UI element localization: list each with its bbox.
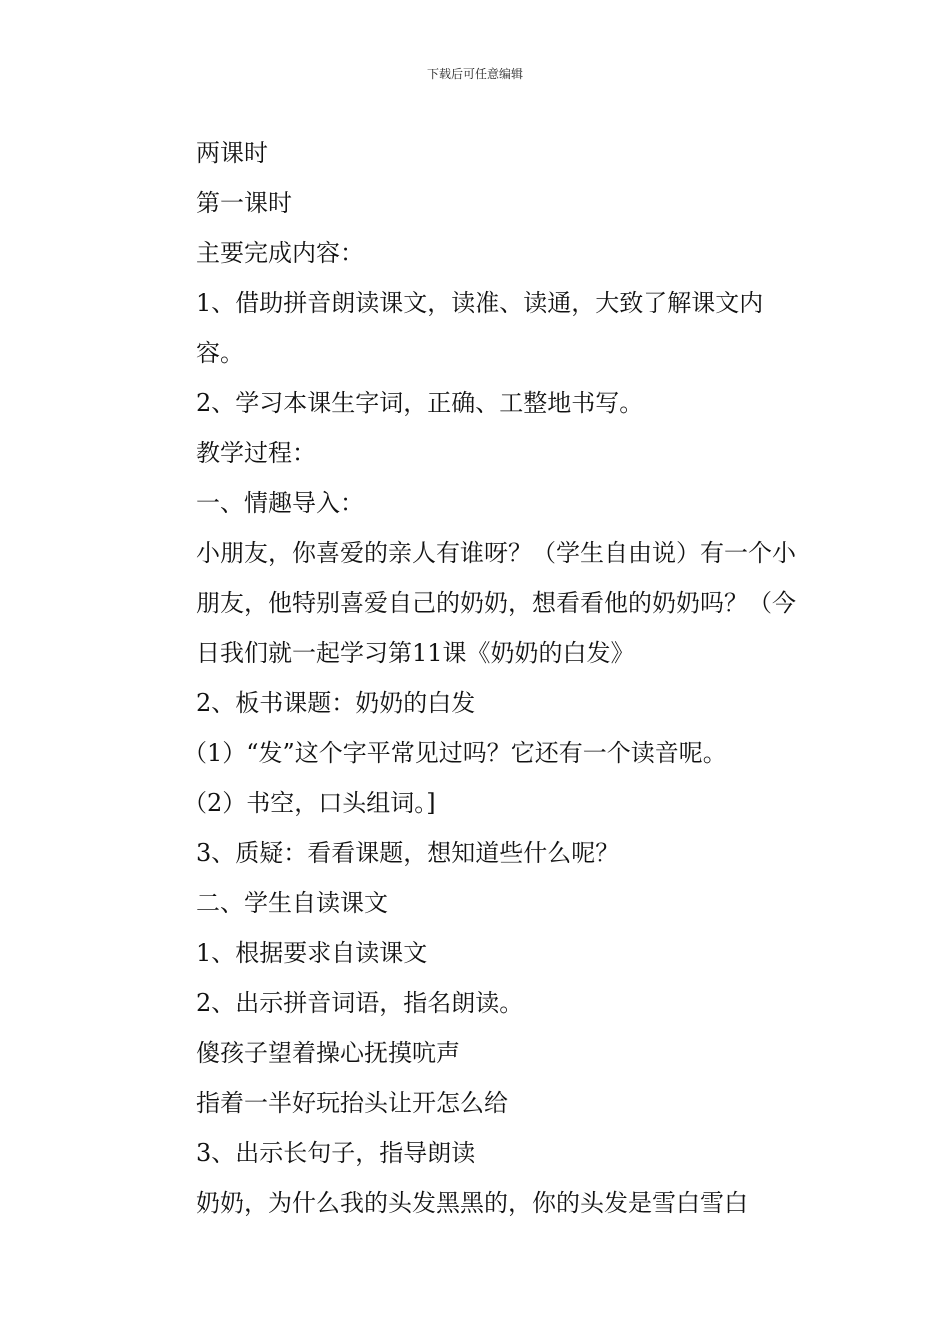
paragraph-section-1: 一、情趣导入：: [196, 489, 364, 517]
paragraph-step-2: （2）书空，口头组词。]: [183, 789, 436, 817]
paragraph-read-1: 1、根据要求自读课文: [196, 939, 428, 967]
paragraph-main-content: 主要完成内容：: [196, 239, 364, 267]
paragraph-intro: 小朋友，你喜爱的亲人有谁呀？（学生自由说）有一个小朋友，他特别喜爱自己的奶奶，想看看他的奶奶吗？（今日我们就一起学习第11课《奶奶的白发》: [196, 539, 796, 667]
paragraph-goal-1: 1、借助拼音朗读课文，读准、读通，大致了解课文内容。: [196, 289, 764, 367]
page-header: 下载后可任意编辑: [426, 67, 523, 81]
paragraph-read-2: 2、出示拼音词语，指名朗读。: [196, 989, 524, 1017]
paragraph-teaching-process: 教学过程：: [196, 439, 316, 467]
paragraph-first-lesson: 第一课时: [196, 189, 292, 217]
paragraph-read-3: 3、出示长句子，指导朗读: [196, 1139, 476, 1167]
paragraph-sentence: 奶奶，为什么我的头发黑黑的，你的头发是雪白雪白: [196, 1189, 748, 1217]
paragraph-words-1: 傻孩子望着操心抚摸吭声: [196, 1039, 460, 1067]
paragraph-lesson-count: 两课时: [196, 139, 268, 167]
paragraph-board-title: 2、板书课题：奶奶的白发: [196, 689, 476, 717]
paragraph-goal-2: 2、学习本课生字词，正确、工整地书写。: [196, 389, 644, 417]
paragraph-question: 3、质疑：看看课题，想知道些什么呢？: [196, 839, 620, 867]
paragraph-step-1: （1）“发”这个字平常见过吗？它还有一个读音呢。: [183, 739, 727, 767]
paragraph-words-2: 指着一半好玩抬头让开怎么给: [196, 1089, 508, 1117]
paragraph-section-2: 二、学生自读课文: [196, 889, 388, 917]
document-body: [145, 128, 810, 1228]
